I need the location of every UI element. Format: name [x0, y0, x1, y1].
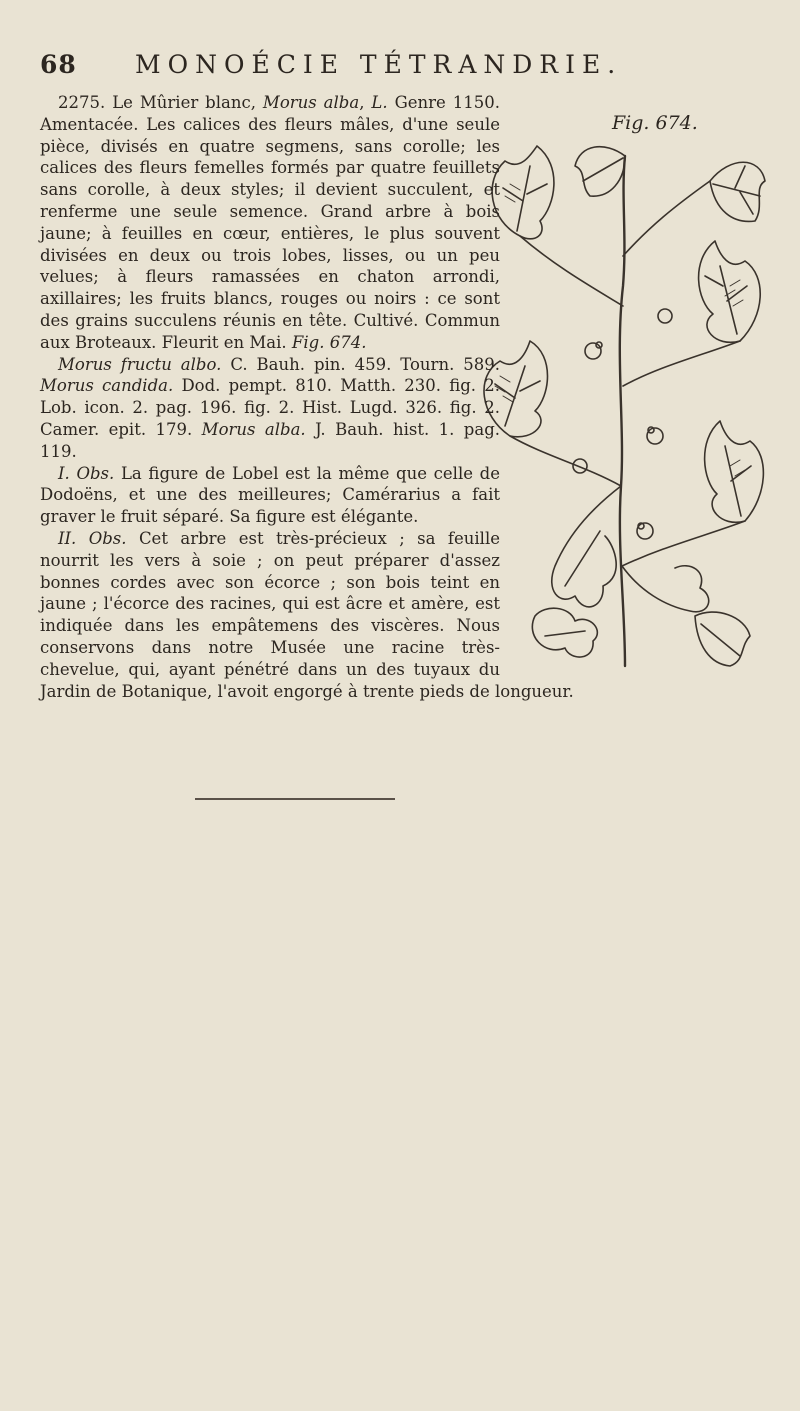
common-name: Le Mûrier blanc,	[112, 93, 256, 112]
observation-2-text: Cet arbre est très-précieux ; sa feuille nourrit les vers à soie ; on peut préparer d'assez bonnes cordes avec son écorce ; son bois teint en jaune ; l'écorce des racines, qui est âcre et amère, est indiquée dans les empâtemens des viscères. Nous conservons dans notre Musée une racine très-chevelue, qui, ayant pénétré dans un des tuyaux du Jardin de Botanique, l'avoit engorgé à trente pieds de longueur.	[40, 528, 574, 701]
synonym-1: Morus fructu albo.	[58, 354, 222, 374]
entry-number: 2275.	[58, 93, 106, 112]
body-text	[40, 92, 775, 702]
running-head	[40, 50, 760, 84]
species-description: Genre 1150. Amentacée. Les calices des fleurs mâles, d'une seule pièce, divisés en quatre segmens, sans corolle; les calices des fleurs femelles formés par quatre feuillets sans corolle, à deux styles; il devient succulent, et renferme une seule semence. Grand arbre à bois jaune; à feuilles en cœur, entières, le plus souvent divisées en deux ou trois lobes, lisses, ou un peu velues; à fleurs ramassées en chaton arrondi, axillaires; les fruits blancs, rouges ou noirs : ce sont des grains succulens réunis en tête. Cultivé. Commun aux Broteaux. Fleurit en Mai.	[40, 93, 500, 352]
section-rule	[195, 798, 395, 800]
figure-reference: Fig. 674.	[291, 332, 367, 352]
latin-name: Morus alba	[262, 93, 360, 112]
synonym-1-ref: C. Bauh. pin. 459. Tourn. 589.	[230, 354, 500, 374]
observation-1-text: La figure de Lobel est la même que celle de Dodoëns, et une des meilleures; Camérarius a fait graver le fruit séparé. Sa figure est élégante.	[40, 463, 500, 527]
figure-space	[500, 92, 775, 674]
observation-2-label: II. Obs.	[58, 528, 127, 548]
author-abbrev: L.	[371, 93, 388, 112]
figure-label: Fig. 674.	[612, 112, 698, 134]
synonym-3: Morus alba.	[201, 419, 306, 439]
observation-1-label: I. Obs.	[58, 463, 115, 483]
species-entry: 2275. Le Mûrier blanc, Morus alba, L. Genre 1150. Amentacée. Les calices des fleurs mâles, d'une seule pièce, divisés en quatre segmens, sans corolle; les calices des fleurs femelles formés par quatre feuillets sans corolle, à deux styles; il devient succulent, et renferme une seule semence. Grand arbre à bois jaune; à feuilles en cœur, entières, le plus souvent divisées en deux ou trois lobes, lisses, ou un peu velues; à fleurs ramassées en chaton arrondi, axillaires; les fruits blancs, rouges ou noirs : ce sont des grains succulens réunis en tête. Cultivé. Commun aux Broteaux. Fleurit en Mai. Fig. 674.	[40, 93, 500, 352]
page-number: 68	[40, 50, 77, 79]
synonym-2: Morus candida.	[40, 376, 174, 396]
synonym-2-ref: Dod. pempt. 810. Matth. 230. fig. 2. Lob. icon. 2. pag. 196. fig. 2. Hist. Lugd. 326. fig. 2. Camer. epit. 179.	[40, 376, 500, 439]
synonym-3-ref: J. Bauh. hist. 1. pag. 119.	[40, 419, 500, 461]
running-title: MONOÉCIE TÉTRANDRIE.	[135, 50, 623, 79]
